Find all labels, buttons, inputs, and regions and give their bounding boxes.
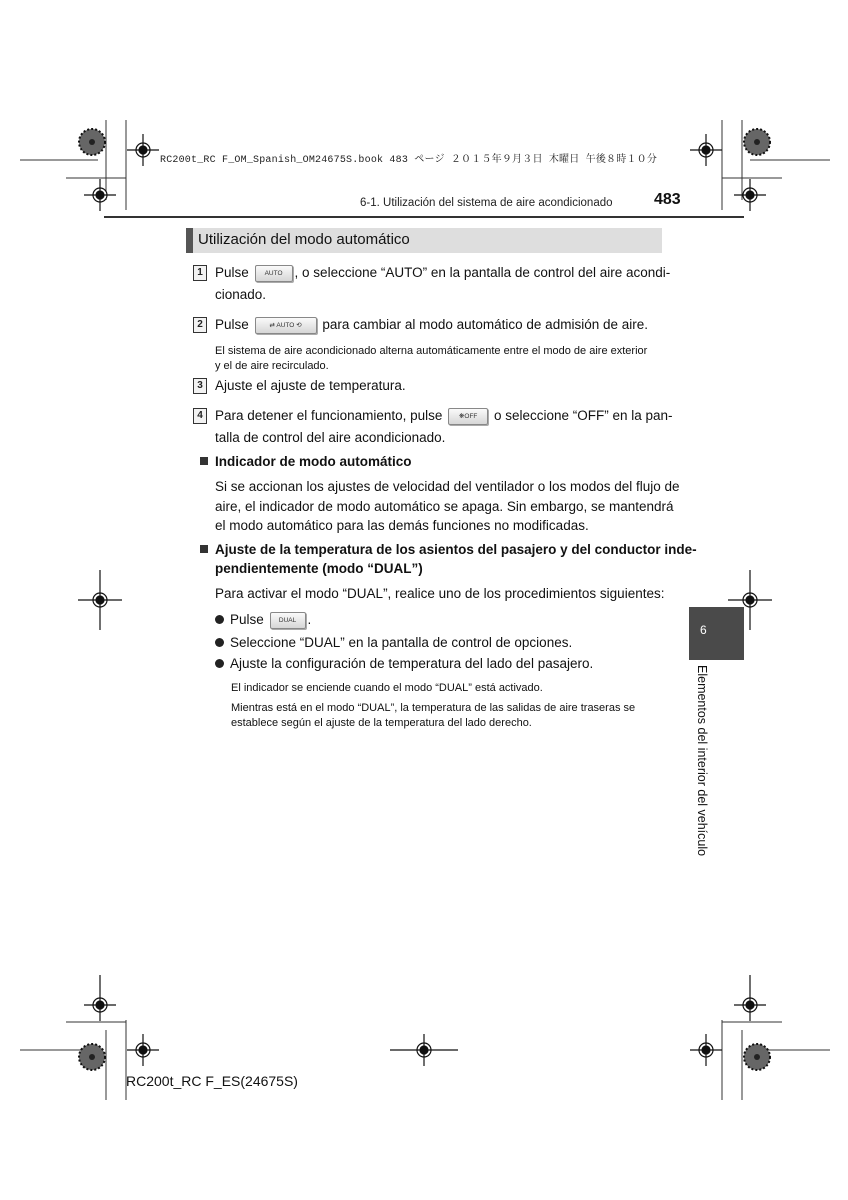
step-3-text: Ajuste el ajuste de temperatura. — [215, 378, 406, 393]
square-bullet-icon — [200, 457, 208, 465]
footer-code: RC200t_RC F_ES(24675S) — [126, 1073, 298, 1089]
step-2-pre: Pulse — [215, 317, 249, 332]
step-4-line-2: talla de control del aire acondicionado. — [215, 430, 446, 445]
dual-note-2-line-1: Mientras está en el modo “DUAL”, la temperatura de las salidas de aire traseras se — [231, 702, 636, 714]
indicator-heading: Indicador de modo automático — [200, 452, 412, 472]
header-rule — [104, 216, 744, 218]
dual-intro: Para activar el modo “DUAL”, realice uno de los procedimientos siguientes: — [215, 586, 665, 601]
step-4-line-1 — [215, 405, 673, 427]
step-2-line-1 — [215, 314, 648, 336]
chapter-tab — [689, 607, 744, 660]
print-info-line: RC200t_RC F_OM_Spanish_OM24675S.book 483 ページ ２０１５年９月３日 木曜日 午後８時１０分 — [160, 155, 658, 166]
step-2-note-line-2: y el de aire recirculado. — [215, 360, 329, 372]
step-1-line-1 — [215, 262, 670, 284]
step-2-note-line-1: El sistema de aire acondicionado alterna automáticamente entre el modo de aire exterior — [215, 345, 648, 357]
fan-off-button-icon: ❋OFF — [448, 408, 488, 425]
step-number-2: 2 — [193, 317, 207, 333]
step-1-pre: Pulse — [215, 265, 249, 280]
auto-button-icon: AUTO — [255, 265, 293, 282]
step-number-3: 3 — [193, 378, 207, 394]
air-intake-auto-button-icon: ⇄ AUTO ⟲ — [255, 317, 317, 334]
round-bullet-icon — [215, 659, 224, 668]
dual-note-1: El indicador se enciende cuando el modo “DUAL” está activado. — [231, 682, 543, 694]
dual-bullet-3: Ajuste la configuración de temperatura del lado del pasajero. — [215, 653, 593, 675]
title-bar — [186, 228, 662, 253]
dual-button-icon: DUAL — [270, 612, 306, 629]
chapter-number: 6 — [700, 623, 707, 637]
step-1-line-2: cionado. — [215, 287, 267, 302]
dual-bullet-1: Pulse DUAL . — [215, 609, 311, 631]
page-title: Utilización del modo automático — [198, 231, 410, 248]
section-header: 6-1. Utilización del sistema de aire acondicionado — [360, 197, 613, 209]
dual-note-2-line-2: establece según el ajuste de la temperatura del lado derecho. — [231, 717, 532, 729]
step-number-4: 4 — [193, 408, 207, 424]
square-bullet-icon — [200, 545, 208, 553]
dual-heading-line-2: pendientemente (modo “DUAL”) — [215, 561, 423, 576]
indicator-line-1: Si se accionan los ajustes de velocidad del ventilador o los modos del flujo de — [215, 479, 680, 494]
step-2-post: para cambiar al modo automático de admisión de aire. — [322, 317, 648, 332]
dual-heading-line-1: Ajuste de la temperatura de los asientos del pasajero y del conductor inde- — [200, 540, 697, 560]
round-bullet-icon — [215, 615, 224, 624]
indicator-line-3: el modo automático para las demás funciones no modificadas. — [215, 518, 589, 533]
step-number-1: 1 — [193, 265, 207, 281]
step-4-pre: Para detener el funcionamiento, pulse — [215, 408, 443, 423]
indicator-line-2: aire, el indicador de modo automático se apaga. Sin embargo, se mantendrá — [215, 499, 674, 514]
dual-bullet-2: Seleccione “DUAL” en la pantalla de control de opciones. — [215, 632, 572, 654]
step-1-post: , o seleccione “AUTO” en la pantalla de control del aire acondi- — [294, 265, 671, 280]
page-number: 483 — [654, 191, 681, 208]
round-bullet-icon — [215, 638, 224, 647]
step-4-post: o seleccione “OFF” en la pan- — [493, 408, 673, 423]
chapter-label: Elementos del interior del vehículo — [695, 665, 709, 857]
